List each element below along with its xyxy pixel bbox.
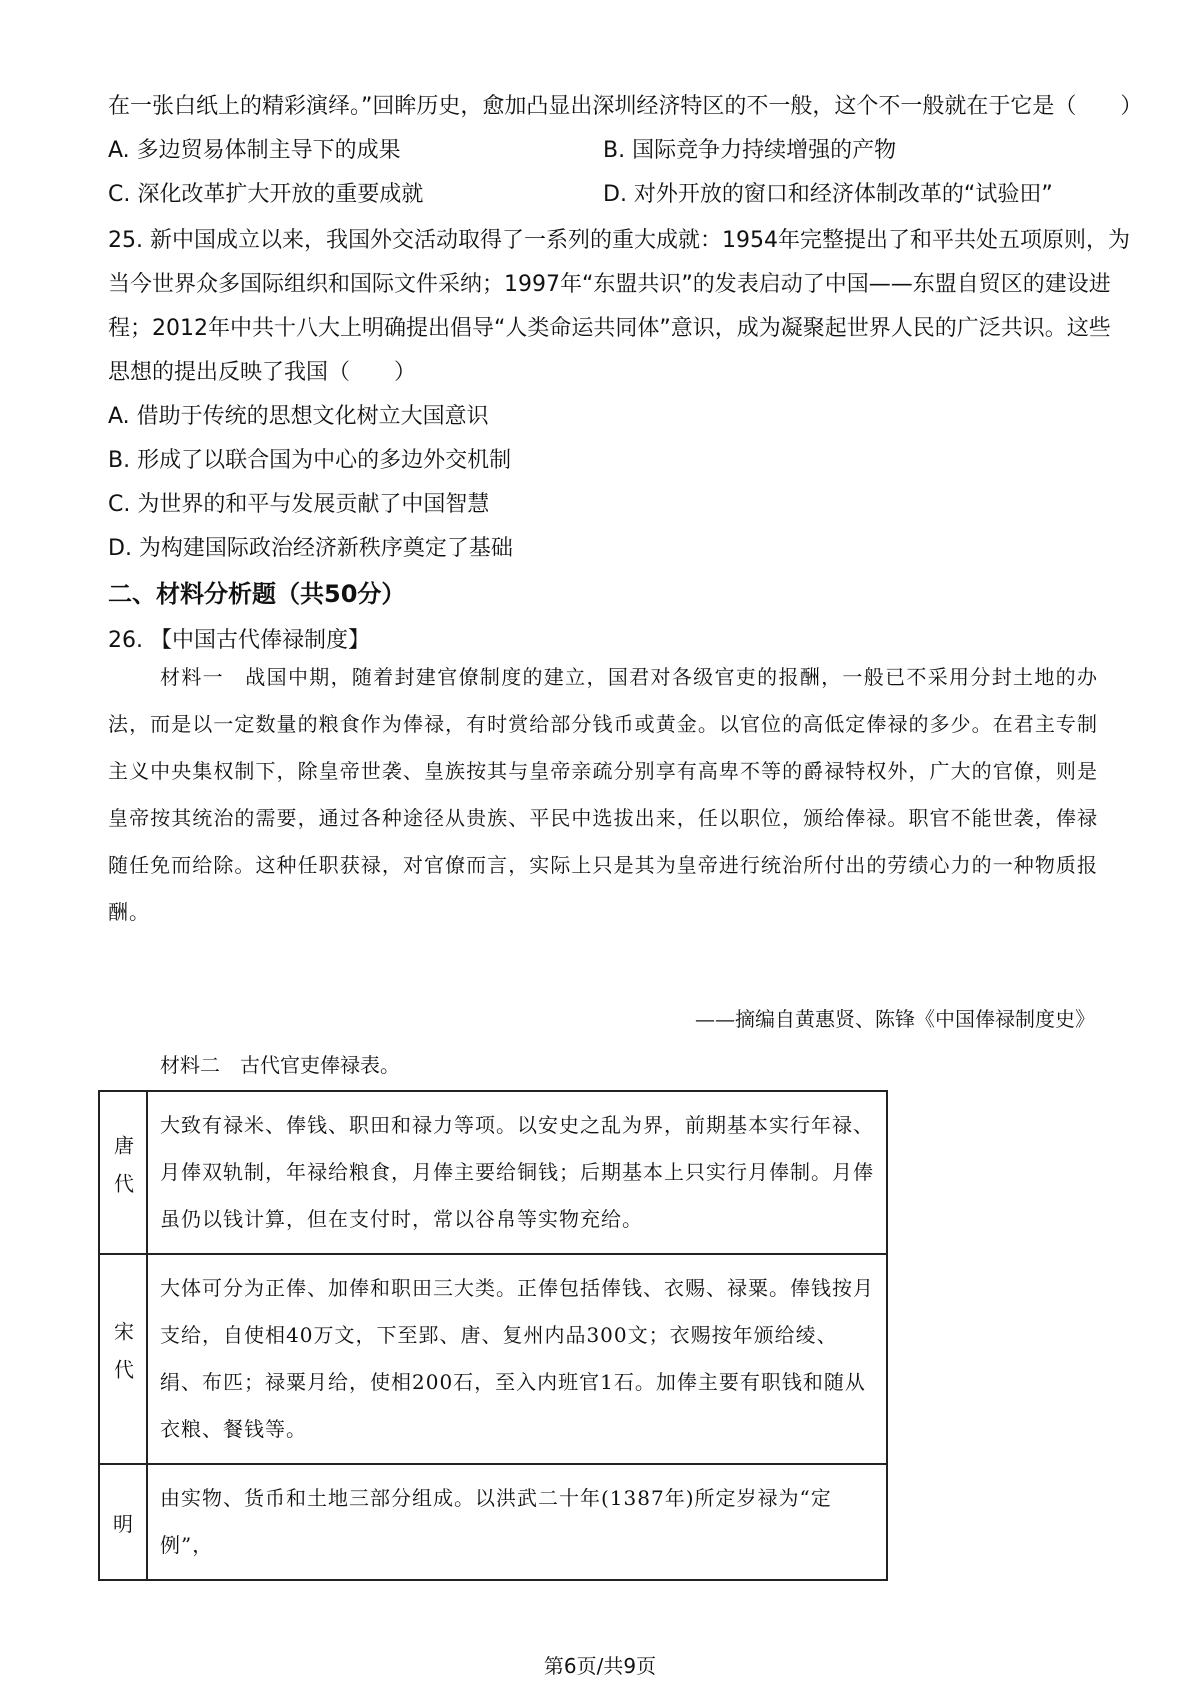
q25-option-a: A. 借助于传统的思想文化树立大国意识 bbox=[108, 404, 489, 429]
q24-option-a: A. 多边贸易体制主导下的成果 bbox=[108, 138, 401, 163]
salary-description-cell: 大致有禄米、俸钱、职田和禄力等项。以安史之乱为界，前期基本实行年禄、月俸双轨制，年禄给粮食，月俸主要给铜钱；后期基本上只实行月俸制。月俸虽仍以钱计算，但在支付时，常以谷帛等实物充给。 bbox=[147, 1091, 887, 1254]
q25-option-d: D. 为构建国际政治经济新秩序奠定了基础 bbox=[108, 536, 513, 561]
q24-option-d: D. 对外开放的窗口和经济体制改革的“试验田” bbox=[603, 182, 1053, 207]
dynasty-cell: 宋代 bbox=[99, 1254, 147, 1464]
q25-stem-line: 25. 新中国成立以来，我国外交活动取得了一系列的重大成就：1954年完整提出了和平共处五项原则，为 bbox=[108, 228, 1130, 253]
q25-option-b: B. 形成了以联合国为中心的多边外交机制 bbox=[108, 448, 512, 473]
material-source: ——摘编自黄惠贤、陈锋《中国俸禄制度史》 bbox=[695, 1007, 1095, 1031]
section-heading: 二、材料分析题（共50分） bbox=[108, 580, 406, 608]
material-two-title: 材料二 古代官吏俸禄表。 bbox=[160, 1053, 400, 1077]
q24-option-b: B. 国际竞争力持续增强的产物 bbox=[603, 138, 897, 163]
q25-option-c: C. 为世界的和平与发展贡献了中国智慧 bbox=[108, 492, 490, 517]
table-row bbox=[99, 1464, 887, 1580]
q26-title: 26. 【中国古代俸禄制度】 bbox=[108, 628, 370, 653]
dynasty-cell: 唐代 bbox=[99, 1091, 147, 1254]
q24-option-c: C. 深化改革扩大开放的重要成就 bbox=[108, 182, 424, 207]
page-number: 第6页/共9页 bbox=[543, 1654, 657, 1678]
dynasty-cell: 明 bbox=[99, 1464, 147, 1580]
salary-description-cell: 大体可分为正俸、加俸和职田三大类。正俸包括俸钱、衣赐、禄粟。俸钱按月支给，自使相40万文，下至郢、唐、复州内品300文；衣赐按年颁给绫、绢、布匹；禄粟月给，使相200石，至入内班官1石。加俸主要有职钱和随从衣粮、餐钱等。 bbox=[147, 1254, 887, 1464]
salary-table bbox=[98, 1090, 888, 1581]
q25-stem-line: 思想的提出反映了我国（ ） bbox=[108, 360, 417, 385]
q24-stem-tail: 在一张白纸上的精彩演绎。”回眸历史，愈加凸显出深圳经济特区的不一般，这个不一般就在于它是（ ） bbox=[108, 94, 1143, 119]
table-row bbox=[99, 1254, 887, 1464]
material-one-text: 材料一 战国中期，随着封建官僚制度的建立，国君对各级官吏的报酬，一般已不采用分封土地的办法，而是以一定数量的粮食作为俸禄，有时赏给部分钱币或黄金。以官位的高低定俸禄的多少。在君主专制主义中央集权制下，除皇帝世袭、皇族按其与皇帝亲疏分别享有高卑不等的爵禄特权外，广大的官僚，则是皇帝按其统治的需要，通过各种途径从贵族、平民中选拔出来，任以职位，颁给俸禄。职官不能世袭，俸禄随任免而给除。这种任职获禄，对官僚而言，实际上只是其为皇帝进行统治所付出的劳绩心力的一种物质报酬。 bbox=[108, 665, 1098, 924]
salary-description-cell: 由实物、货币和土地三部分组成。以洪武二十年(1387年)所定岁禄为“定例”， bbox=[147, 1464, 887, 1580]
material-one bbox=[108, 654, 1098, 936]
table-row bbox=[99, 1091, 887, 1254]
q25-stem-line: 程；2012年中共十八大上明确提出倡导“人类命运共同体”意识，成为凝聚起世界人民的广泛共识。这些 bbox=[108, 316, 1111, 341]
q25-stem-line: 当今世界众多国际组织和国际文件采纳；1997年“东盟共识”的发表启动了中国——东盟自贸区的建设进 bbox=[108, 272, 1111, 297]
